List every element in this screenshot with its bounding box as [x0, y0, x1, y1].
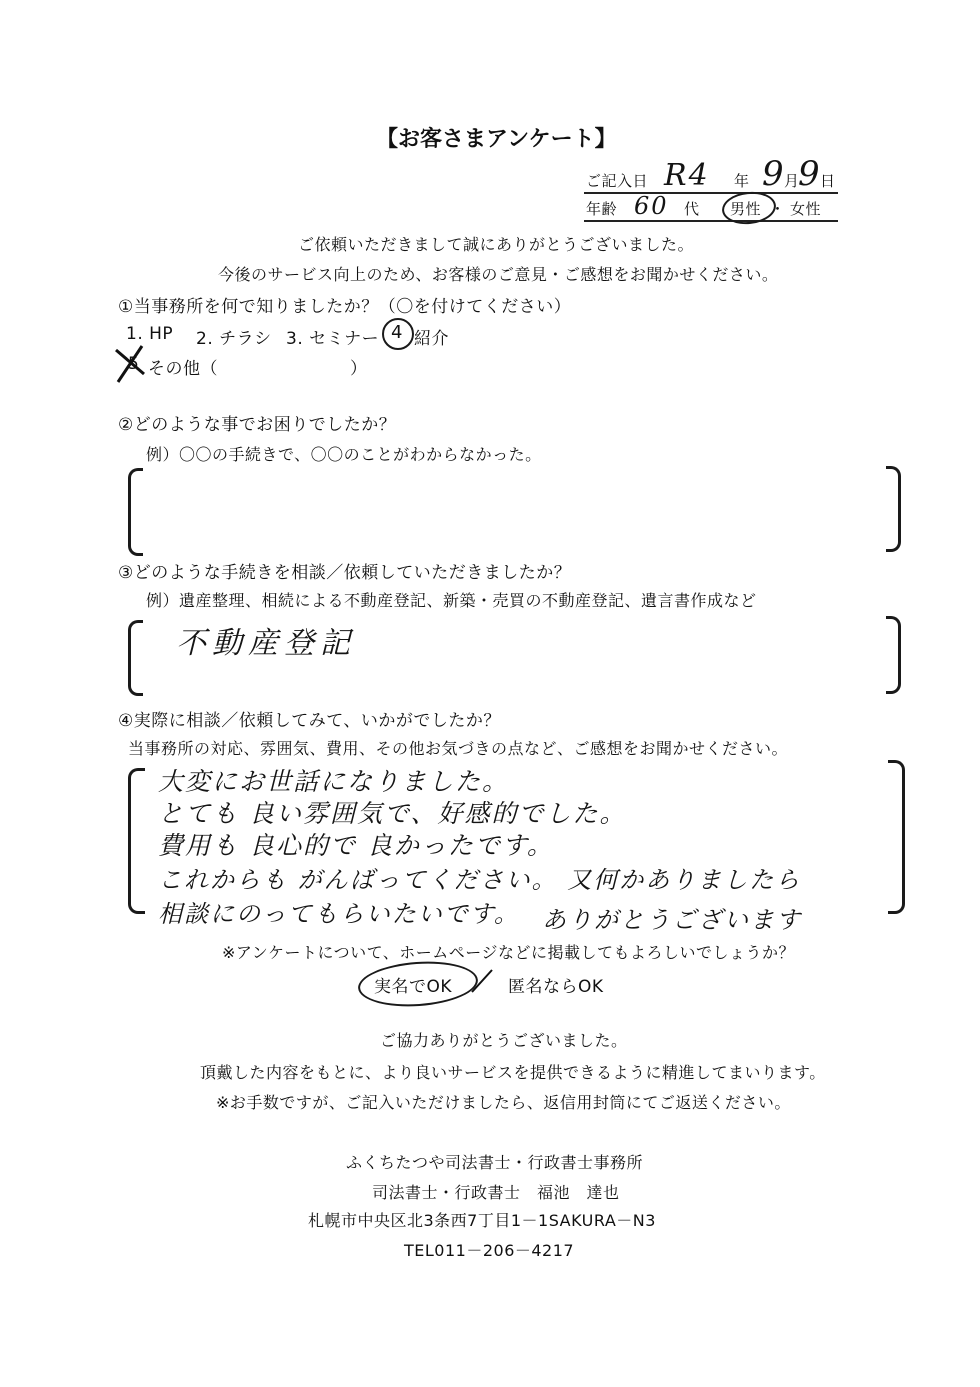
closing-line-1: ご協力ありがとうございました。: [380, 1031, 628, 1050]
publish-slash-mark: [468, 966, 496, 996]
q1-option-referral: 紹介: [414, 329, 449, 349]
office-tel: TEL011－206－4217: [404, 1241, 575, 1260]
q2-answer-bracket-left: [128, 468, 143, 556]
date-day: 9: [798, 154, 822, 194]
q1-selected-circle: [382, 318, 414, 350]
date-era-year: R4: [664, 158, 710, 193]
q1-question: ①当事務所を何で知りましたか？（〇を付けてください）: [118, 297, 572, 317]
closing-line-2: 頂戴した内容をもとに、より良いサービスを提供できるように精進してまいります。: [200, 1063, 826, 1082]
q1-option-seminar: 3. セミナー: [286, 329, 380, 349]
q1-option-referral-number: 4: [391, 322, 403, 343]
date-month: 9: [762, 154, 786, 194]
q1-cross-mark: [112, 344, 148, 384]
office-address: 札幌市中央区北3条西7丁目1－1SAKURA－N3: [308, 1211, 656, 1230]
publish-question: ※アンケートについて、ホームページなどに掲載してもよろしいでしょうか？: [222, 943, 795, 962]
age-value: 60: [634, 192, 669, 220]
age-label: 年齢: [586, 200, 618, 218]
q2-answer-bracket-right: [886, 466, 901, 552]
intro-line-1: ご依頼いただきまして誠にありがとうございました。: [298, 235, 695, 254]
gender-separator: ・: [770, 200, 786, 218]
page-title: 【お客さまアンケート】: [376, 127, 617, 152]
q2-question: ②どのような事でお困りでしたか？: [118, 415, 397, 435]
q1-crossed-number: 5: [128, 354, 140, 374]
q1-other-close: ）: [350, 359, 368, 379]
publish-selected-circle: [357, 958, 480, 1010]
q4-answer-line-1: 大変にお世話になりました。: [158, 767, 510, 796]
publish-option-real: 実名でOK: [374, 977, 453, 997]
q1-option-flyer: 2. チラシ: [196, 329, 272, 349]
date-row: [584, 154, 838, 194]
date-year-unit: 年: [734, 172, 750, 190]
age-unit: 代: [684, 200, 700, 218]
q4-question: ④実際に相談／依頼してみて、いかがでしたか？: [118, 711, 501, 731]
q4-answer-line-3: 費用も 良心的で 良かったです。: [158, 831, 554, 860]
q4-answer-line-2: とても 良い雰囲気で、好感的でした。: [158, 799, 627, 828]
q4-answer-bracket-left: [128, 768, 145, 914]
gender-male: 男性: [730, 200, 762, 218]
q3-question: ③どのような手続きを相談／依頼していただきましたか？: [118, 563, 572, 583]
closing-line-3: ※お手数ですが、ご記入いただけましたら、返信用封筒にてご返送ください。: [216, 1093, 791, 1112]
office-name: ふくちたつや司法書士・行政書士事務所: [346, 1153, 644, 1172]
q4-answer-line-5: 相談にのってもらいたいです。: [158, 900, 520, 928]
date-label: ご記入日: [586, 172, 649, 190]
date-day-unit: 日: [820, 172, 836, 190]
publish-option-anon: 匿名ならOK: [508, 977, 604, 997]
q4-answer-line-4: これからも がんばってください。 又何かありましたら: [158, 866, 802, 894]
q4-answer-tail: ありがとうございます: [542, 906, 802, 934]
q4-answer-bracket-right: [888, 760, 905, 914]
date-month-unit: 月: [784, 172, 800, 190]
q1-option-hp: 1. HP: [126, 324, 174, 344]
q2-example: 例）〇〇の手続きで、〇〇のことがわからなかった。: [146, 445, 542, 464]
q4-sub: 当事務所の対応、雰囲気、費用、その他お気づきの点など、ご感想をお聞かせください。: [128, 739, 789, 758]
age-gender-row: [584, 194, 838, 222]
gender-female: 女性: [790, 200, 822, 218]
q3-answer-bracket-right: [886, 616, 901, 694]
office-rep: 司法書士・行政書士 福池 達也: [372, 1183, 620, 1202]
intro-line-2: 今後のサービス向上のため、お客様のご意見・ご感想をお聞かせください。: [218, 265, 779, 284]
q1-other-label: その他（: [148, 359, 218, 379]
q3-example: 例）遺産整理、相続による不動産登記、新築・売買の不動産登記、遺言書作成など: [146, 591, 757, 610]
q3-answer: 不動産登記: [176, 626, 356, 661]
q3-answer-bracket-left: [128, 620, 143, 696]
